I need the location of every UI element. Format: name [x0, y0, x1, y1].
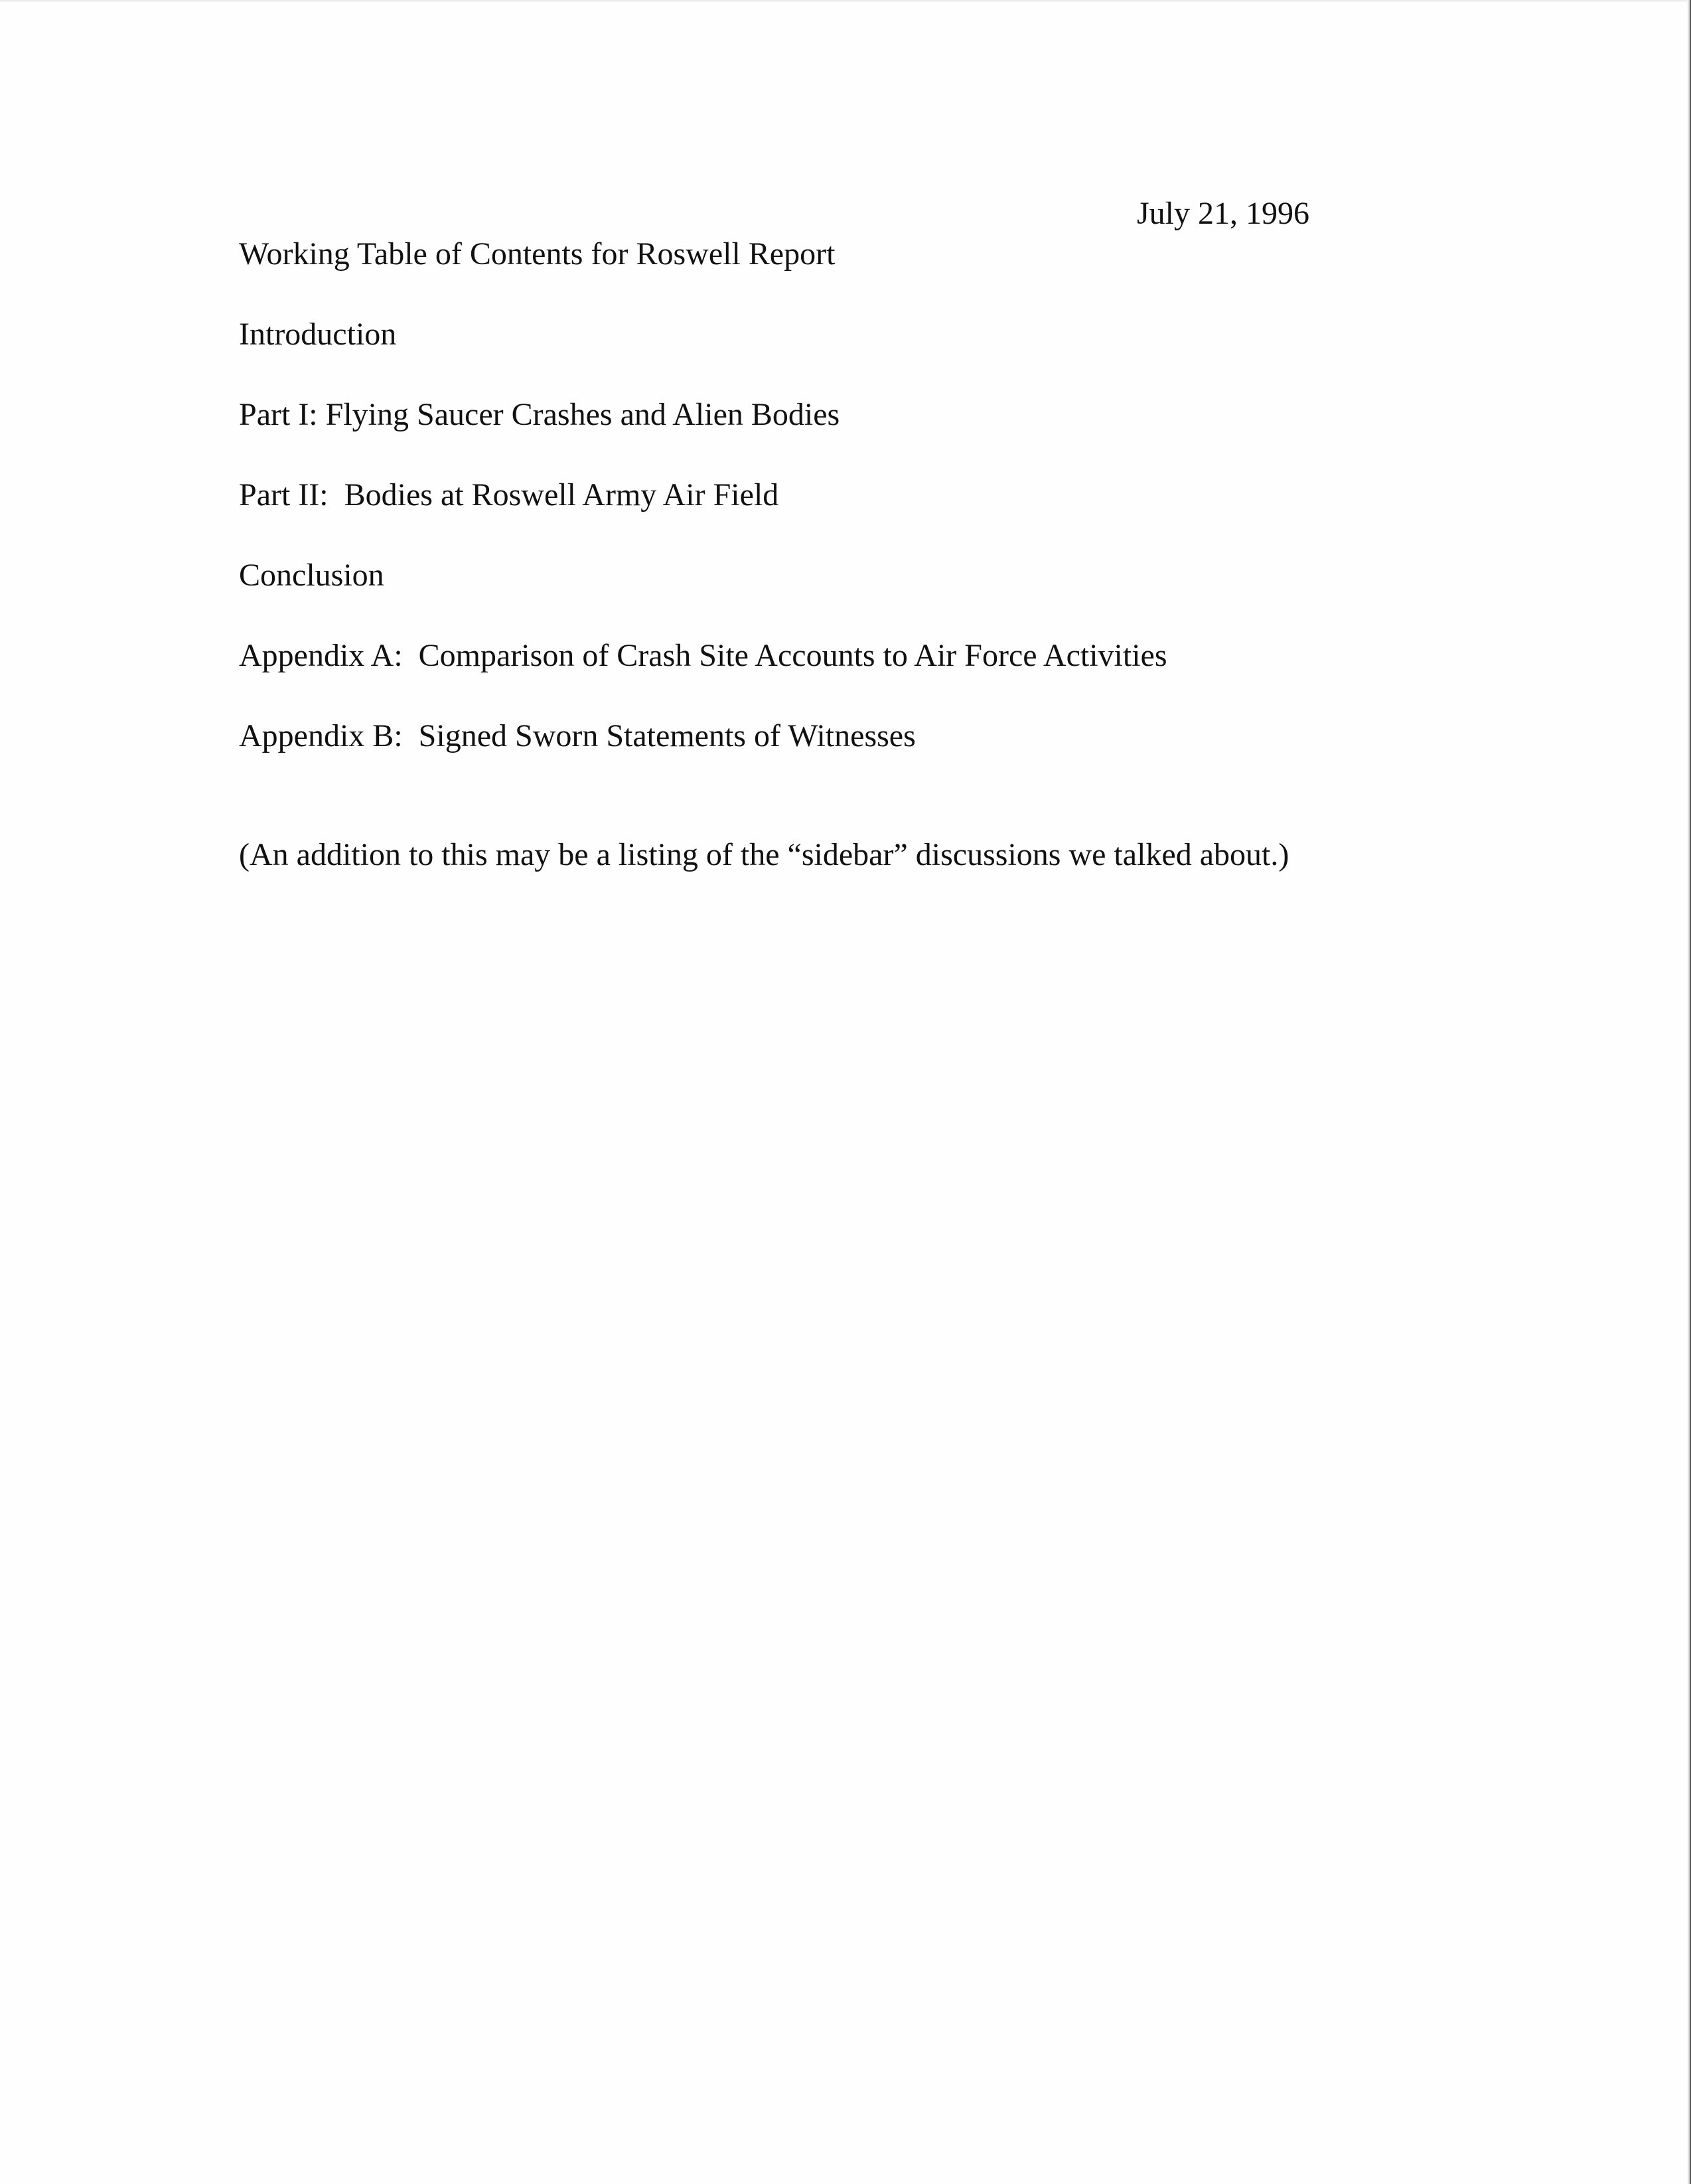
toc-entry-appendix-a: Appendix A: Comparison of Crash Site Accounts to Air Force Activities	[239, 638, 1167, 673]
toc-entry-appendix-b: Appendix B: Signed Sworn Statements of Witnesses	[239, 718, 916, 753]
toc-entry-part-2: Part II: Bodies at Roswell Army Air Field	[239, 477, 779, 512]
document-date: July 21, 1996	[1137, 196, 1310, 231]
document-title: Working Table of Contents for Roswell Report	[239, 236, 836, 272]
scan-edge-top	[0, 0, 1691, 3]
toc-entry-introduction: Introduction	[239, 317, 397, 352]
toc-entry-part-1: Part I: Flying Saucer Crashes and Alien Bodies	[239, 397, 840, 432]
scan-edge-right	[1687, 0, 1691, 2184]
toc-entry-conclusion: Conclusion	[239, 558, 384, 593]
document-note: (An addition to this may be a listing of the “sidebar” discussions we talked about.)	[239, 837, 1289, 872]
